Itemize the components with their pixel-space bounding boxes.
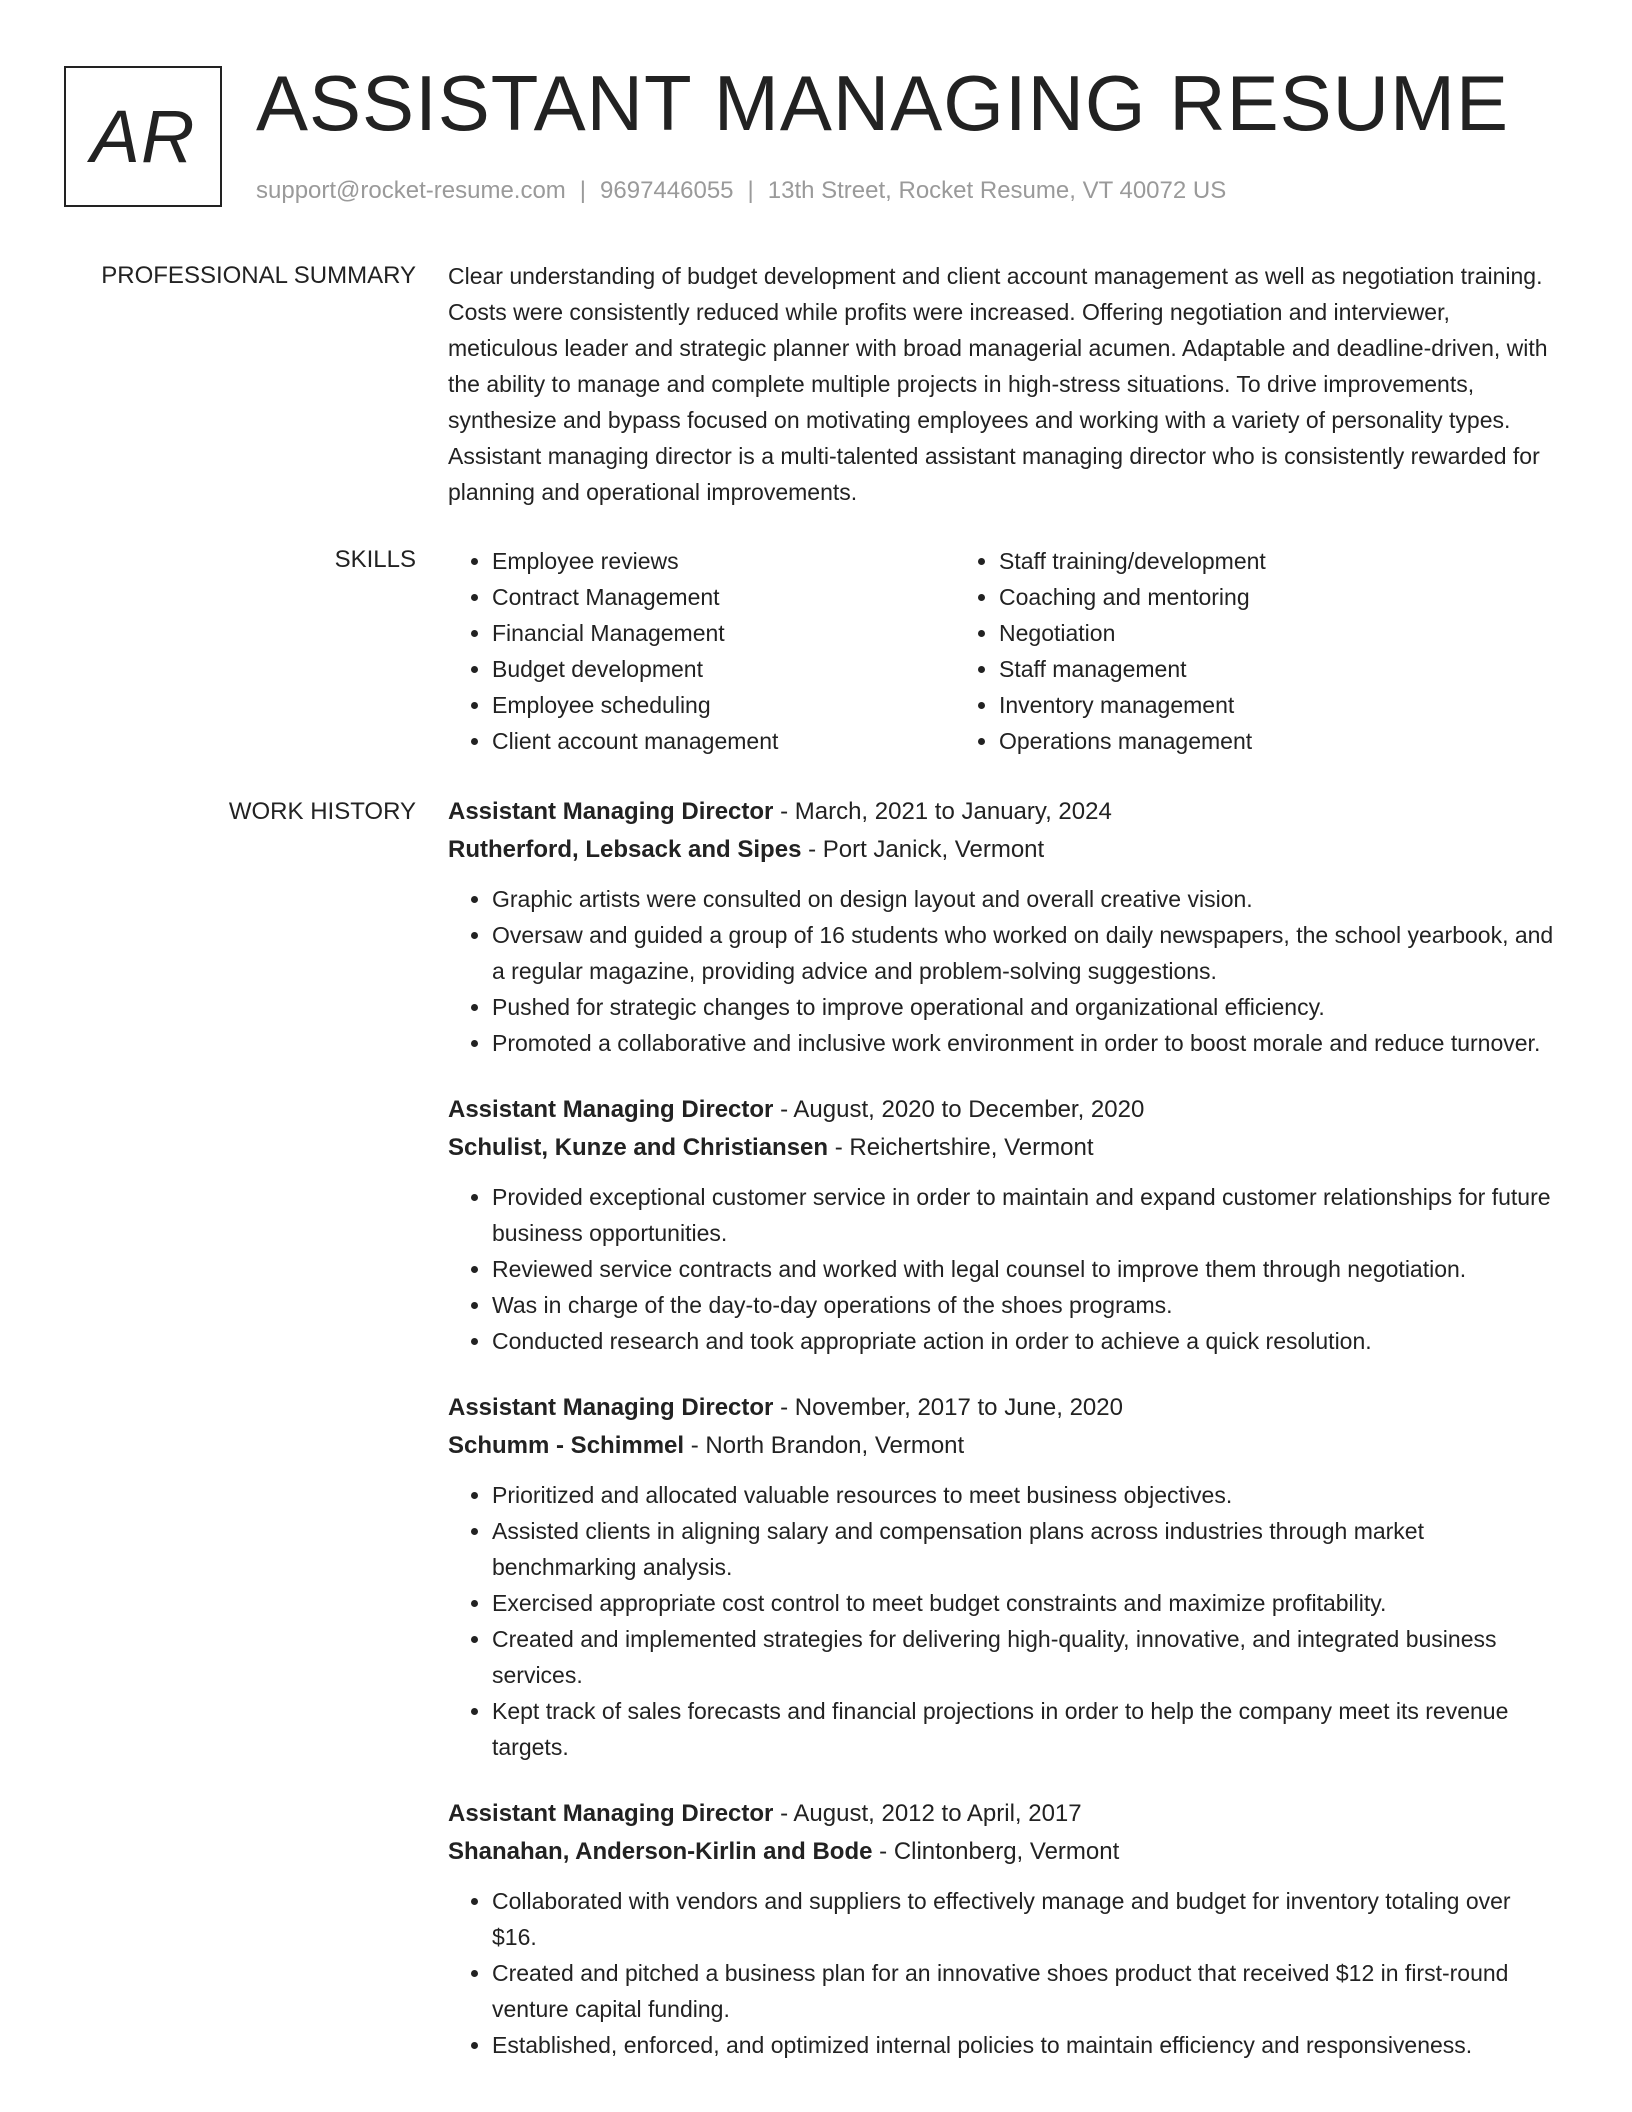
job-bullet-list — [448, 1179, 1558, 1359]
job-bullet: • Oversaw and guided a group of 16 students who worked on daily newspapers, the school yearbook, and a regular magazine, providing advice and problem-solving suggestions. — [492, 917, 1558, 989]
skill-item: • Operations management — [999, 723, 1462, 759]
contact-email: support@rocket-resume.com — [256, 177, 566, 204]
job-dates: - November, 2017 to June, 2020 — [773, 1394, 1123, 1421]
skill-item: • Staff management — [999, 651, 1462, 687]
skills-list-left — [448, 543, 955, 759]
job-bullet: • Established, enforced, and optimized internal policies to maintain efficiency and responsiveness. — [492, 2027, 1558, 2063]
summary-text: Clear understanding of budget development and client account management as well as negotiation training. Costs were consistently reduced while profits were increased. Offering negotiation and interviewer, meticulous leader and strategic planner with broad managerial acumen. Adaptable and deadline-driven, with the ability to manage and complete multiple projects in high-stress situations. To drive improvements, synthesize and bypass focused on motivating employees and working with a variety of personality types. Assistant managing director is a multi-talented assistant managing director who is consistently rewarded for planning and operational improvements. — [448, 263, 1548, 505]
job-dates: - August, 2012 to April, 2017 — [773, 1800, 1082, 1827]
job-bullet: • Pushed for strategic changes to improve operational and organizational efficiency. — [492, 989, 1558, 1025]
job-bullet: • Created and implemented strategies for delivering high-quality, innovative, and integrated business services. — [492, 1621, 1558, 1693]
job-title: Assistant Managing Director — [448, 1096, 774, 1123]
job-company-line — [448, 1129, 1558, 1167]
job-bullet: • Kept track of sales forecasts and financial projections in order to help the company meet its revenue targets. — [492, 1693, 1558, 1765]
job-bullet: • Provided exceptional customer service in order to maintain and expand customer relationships for future business opportunities. — [492, 1179, 1558, 1251]
job-bullet: • Was in charge of the day-to-day operations of the shoes programs. — [492, 1287, 1558, 1323]
skills-columns — [448, 543, 1558, 759]
job-bullet: • Created and pitched a business plan for an innovative shoes product that received $12 in first-round venture capital funding. — [492, 1955, 1558, 2027]
job-bullet: • Reviewed service contracts and worked with legal counsel to improve them through negotiation. — [492, 1251, 1558, 1287]
job-bullet-list — [448, 1883, 1558, 2063]
job-bullet: • Assisted clients in aligning salary and compensation plans across industries through market benchmarking analysis. — [492, 1513, 1558, 1585]
job-location: - North Brandon, Vermont — [684, 1432, 965, 1459]
job-entry — [448, 1389, 1558, 1765]
job-location: - Reichertshire, Vermont — [828, 1134, 1094, 1161]
skills-heading: SKILLS — [334, 546, 416, 573]
job-entry — [448, 1091, 1558, 1359]
work-history-heading: WORK HISTORY — [228, 798, 416, 825]
job-company: Schulist, Kunze and Christiansen — [448, 1134, 829, 1161]
monogram-box — [64, 66, 222, 207]
contact-separator: | — [747, 177, 754, 204]
job-company: Rutherford, Lebsack and Sipes — [448, 836, 802, 863]
job-title: Assistant Managing Director — [448, 798, 774, 825]
contact-separator: | — [579, 177, 587, 204]
job-title-line — [448, 1389, 1558, 1427]
job-company: Schumm - Schimmel — [448, 1432, 685, 1459]
job-company-line — [448, 1833, 1558, 1871]
job-bullet: • Collaborated with vendors and suppliers to effectively manage and budget for inventory totaling over $16. — [492, 1883, 1558, 1955]
job-bullet: • Exercised appropriate cost control to meet budget constraints and maximize profitability. — [492, 1585, 1558, 1621]
job-company-line — [448, 831, 1558, 869]
job-entry — [448, 793, 1558, 1061]
skill-item: • Client account management — [492, 723, 955, 759]
skills-list-right — [955, 543, 1462, 759]
skill-item: • Employee reviews — [492, 543, 955, 579]
skill-item: • Financial Management — [492, 615, 955, 651]
job-location: - Port Janick, Vermont — [801, 836, 1045, 863]
job-title-line — [448, 1795, 1558, 1833]
skill-item: • Negotiation — [999, 615, 1462, 651]
job-dates: - August, 2020 to December, 2020 — [773, 1096, 1145, 1123]
job-title-line — [448, 1091, 1558, 1129]
contact-line — [256, 174, 1226, 208]
summary-heading: PROFESSIONAL SUMMARY — [101, 262, 416, 289]
job-entry — [448, 1795, 1558, 2063]
skill-item: • Coaching and mentoring — [999, 579, 1462, 615]
skill-item: • Employee scheduling — [492, 687, 955, 723]
skill-item: • Inventory management — [999, 687, 1462, 723]
skill-item: • Staff training/development — [999, 543, 1462, 579]
job-bullet: • Conducted research and took appropriate action in order to achieve a quick resolution. — [492, 1323, 1558, 1359]
job-bullet: • Graphic artists were consulted on design layout and overall creative vision. — [492, 881, 1558, 917]
job-bullet: • Prioritized and allocated valuable resources to meet business objectives. — [492, 1477, 1558, 1513]
job-bullet: • Promoted a collaborative and inclusive work environment in order to boost morale and reduce turnover. — [492, 1025, 1558, 1061]
job-title: Assistant Managing Director — [448, 1394, 774, 1421]
job-company-line — [448, 1427, 1558, 1465]
skill-item: • Budget development — [492, 651, 955, 687]
job-bullet-list — [448, 881, 1558, 1061]
job-title: Assistant Managing Director — [448, 1800, 774, 1827]
job-title-line — [448, 793, 1558, 831]
job-company: Shanahan, Anderson-Kirlin and Bode — [448, 1838, 873, 1865]
contact-address: 13th Street, Rocket Resume, VT 40072 US — [767, 177, 1227, 204]
job-bullet-list — [448, 1477, 1558, 1765]
job-location: - Clintonberg, Vermont — [872, 1838, 1120, 1865]
resume-title: ASSISTANT MANAGING RESUME — [256, 59, 1509, 147]
monogram-initials: AR — [90, 95, 196, 178]
job-list — [448, 793, 1558, 2093]
contact-phone: 9697446055 — [600, 177, 734, 204]
job-dates: - March, 2021 to January, 2024 — [773, 798, 1112, 825]
skill-item: • Contract Management — [492, 579, 955, 615]
